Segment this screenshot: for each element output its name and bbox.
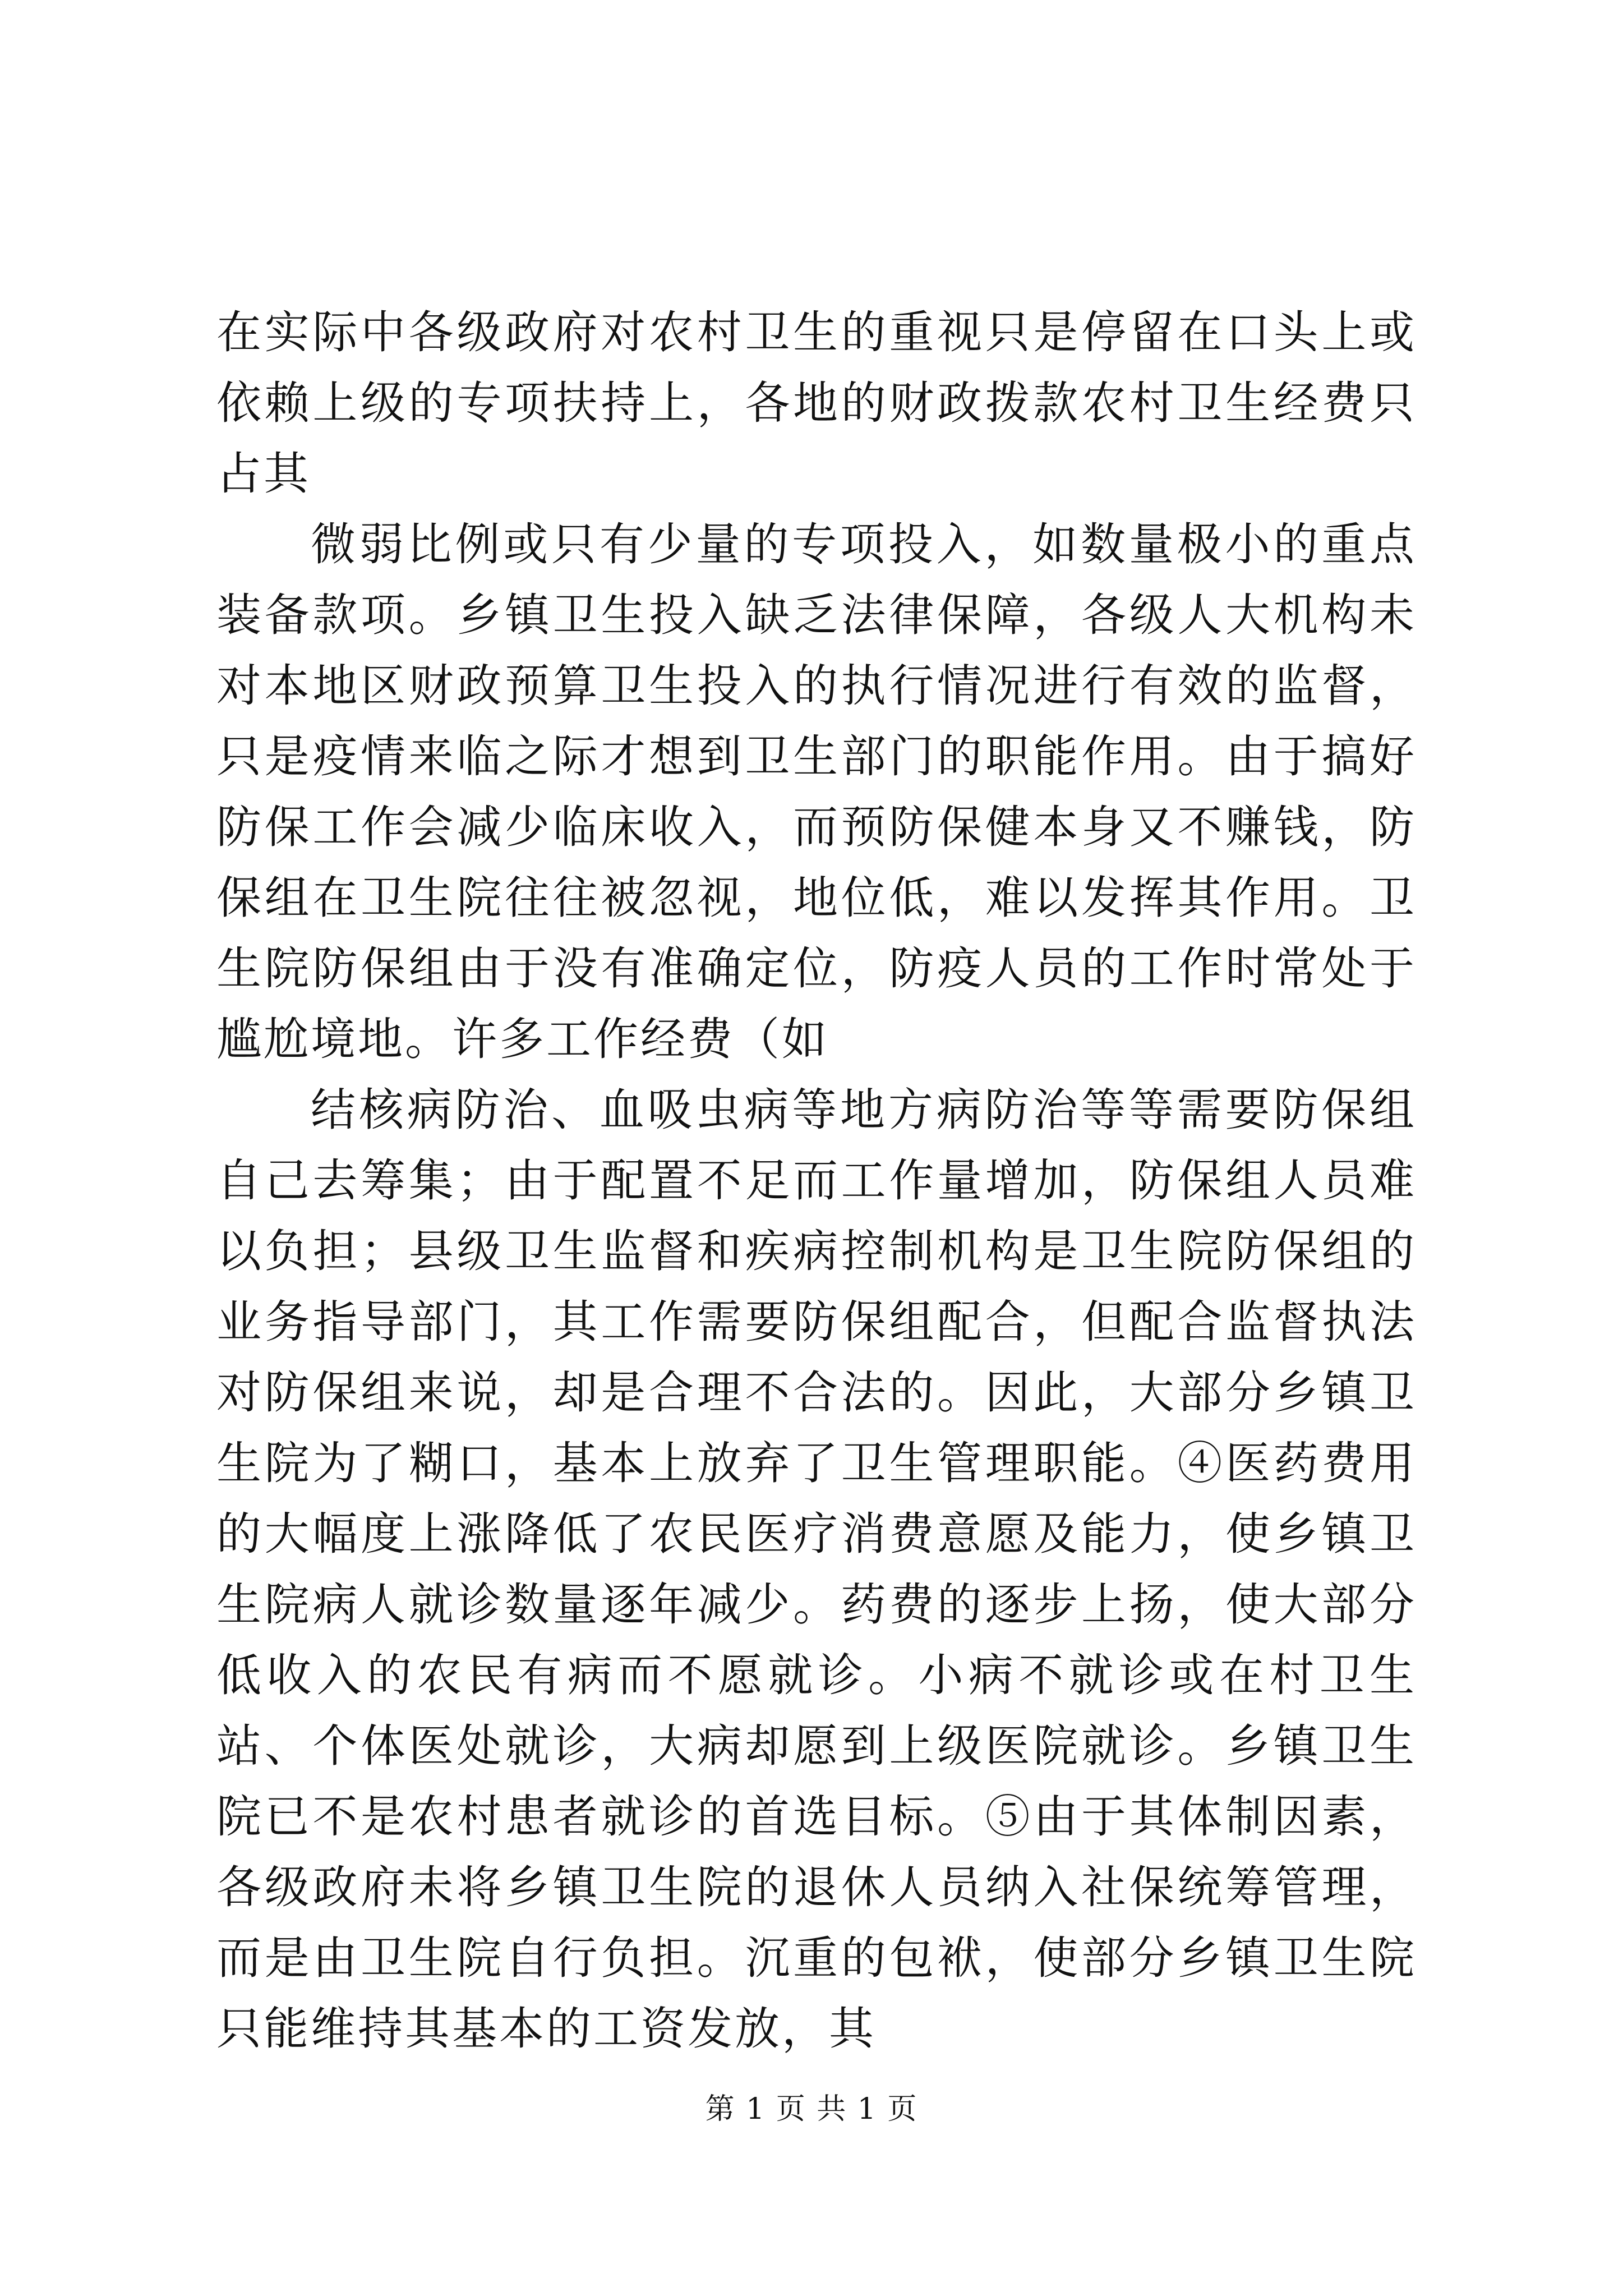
page-number-footer: 第 1 页 共 1 页: [705, 2092, 918, 2126]
document-body: [216, 297, 1417, 2064]
paragraph-3: 结核病防治、血吸虫病等地方病防治等等需要防保组自己去筹集；由于配置不足而工作量增加，防保组人员难以负担；县级卫生监督和疾病控制机构是卫生院防保组的业务指导部门，其工作需要防保组配合，但配合监督执法对防保组来说，却是合理不合法的。因此，大部分乡镇卫生院为了糊口，基本上放弃了卫生管理职能。④医药费用的大幅度上涨降低了农民医疗消费意愿及能力，使乡镇卫生院病人就诊数量逐年减少。药费的逐步上扬，使大部分低收入的农民有病而不愿就诊。小病不就诊或在村卫生站、个体医处就诊，大病却愿到上级医院就诊。乡镇卫生院已不是农村患者就诊的首选目标。⑤由于其体制因素，各级政府未将乡镇卫生院的退休人员纳入社保统筹管理，而是由卫生院自行负担。沉重的包袱，使部分乡镇卫生院只能维持其基本的工资发放，其: [216, 1084, 1417, 2055]
paragraph-2: 微弱比例或只有少量的专项投入，如数量极小的重点装备款项。乡镇卫生投入缺乏法律保障，各级人大机构未对本地区财政预算卫生投入的执行情况进行有效的监督，只是疫情来临之际才想到卫生部门的职能作用。由于搞好防保工作会减少临床收入，而预防保健本身又不赚钱，防保组在卫生院往往被忽视，地位低，难以发挥其作用。卫生院防保组由于没有准确定位，防疫人员的工作时常处于尴尬境地。许多工作经费（如: [216, 518, 1417, 1065]
paragraph-1: 在实际中各级政府对农村卫生的重视只是停留在口头上或依赖上级的专项扶持上，各地的财政拨款农村卫生经费只占其: [216, 306, 1417, 500]
